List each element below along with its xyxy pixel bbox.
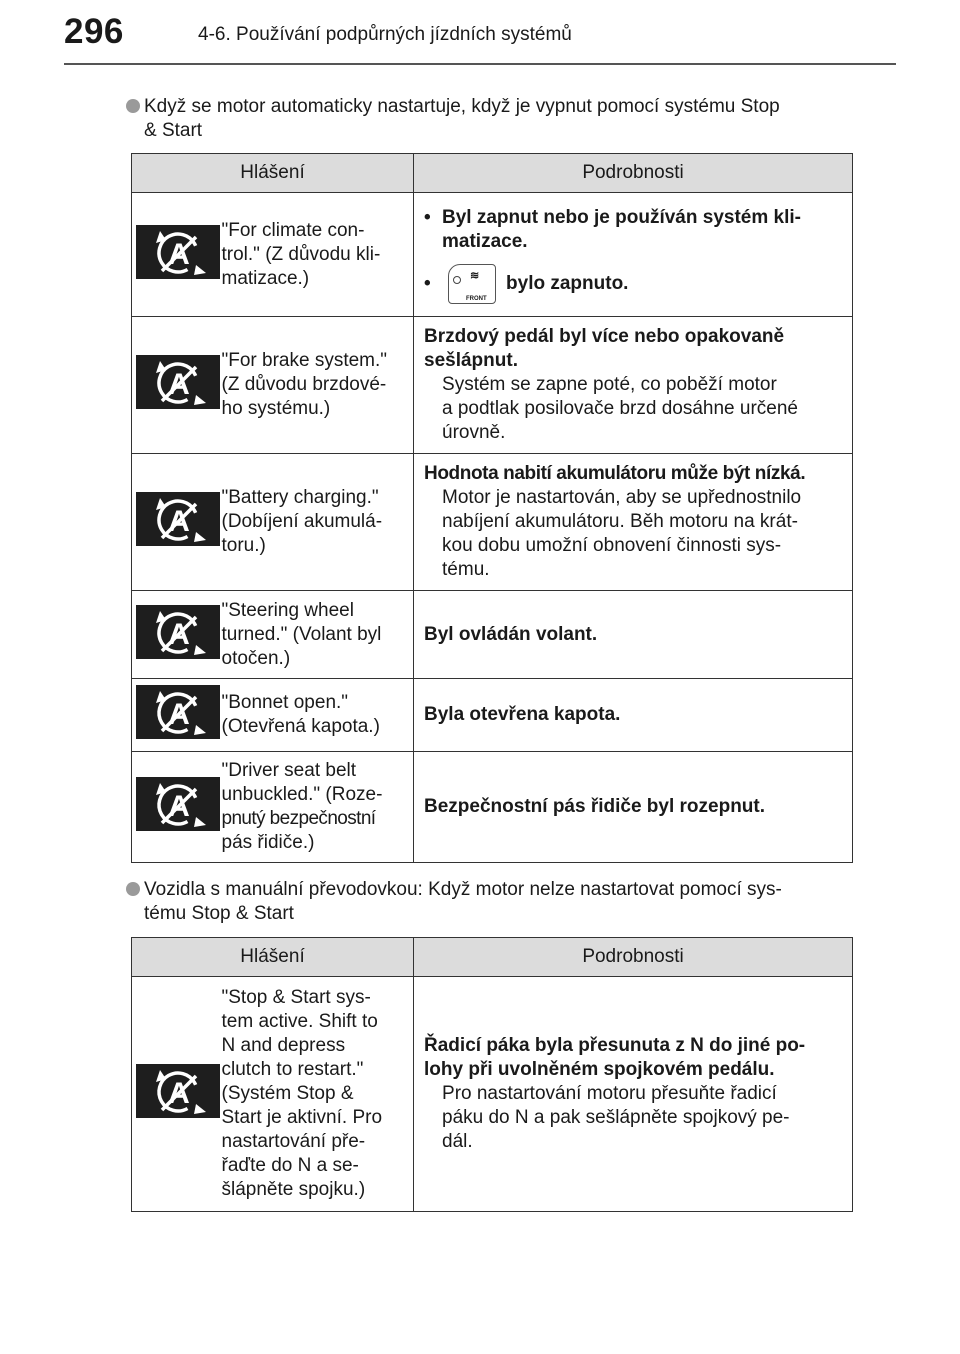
detail-bold-line: Hodnota nabití akumulátoru může být nízká. [424, 463, 806, 484]
details-cell [414, 193, 853, 317]
bullet-text-line: Když se motor automaticky nastartuje, když je vypnut pomocí systému Stop [144, 96, 780, 117]
message-line: otočen.) [221, 647, 291, 669]
detail-bold-line: Bezpečnostní pás řidiče byl rozepnut. [424, 796, 766, 817]
detail-bold-line: matizace. [442, 230, 528, 252]
messages-table-2 [131, 937, 853, 1212]
column-header-details: Podrobnosti [414, 154, 853, 193]
header-divider [64, 63, 896, 65]
detail-bold-line: bylo zapnuto. [506, 272, 629, 294]
stop-start-indicator-icon [136, 777, 220, 831]
message-line: toru.) [221, 535, 266, 556]
table-row [132, 679, 853, 752]
message-line: clutch to restart." [221, 1059, 364, 1080]
detail-text-line: páku do N a pak sešlápněte spojkový pe- [442, 1107, 790, 1128]
page-number: 296 [64, 12, 124, 51]
message-line: šlápněte spojku.) [221, 1179, 366, 1200]
message-line: "Battery charging." [221, 487, 379, 508]
icon-cell [132, 977, 220, 1212]
bullet-dot-icon [126, 882, 140, 896]
details-cell [414, 317, 853, 454]
message-line: "Steering wheel [221, 599, 354, 621]
icon-cell [132, 193, 220, 317]
messages-table-1 [131, 153, 853, 863]
stop-start-indicator-icon [136, 492, 220, 546]
message-cell [220, 752, 414, 863]
icon-cell [132, 679, 220, 752]
icon-cell [132, 752, 220, 863]
message-line: pnutý bezpečnostní [221, 808, 376, 829]
detail-bold-line: Řadicí páka byla přesunuta z N do jiné po- [424, 1035, 806, 1056]
details-cell [414, 977, 853, 1212]
table-row [132, 193, 853, 317]
detail-text-line: kou dobu umožní obnovení činnosti sys- [442, 535, 782, 556]
details-cell [414, 591, 853, 679]
message-line: (Z důvodu brzdové- [221, 374, 387, 395]
message-line: Start je aktivní. Pro [221, 1107, 383, 1128]
detail-bullet: • ≋ FRONT bylo zapnuto. [424, 264, 844, 304]
stop-start-indicator-icon [136, 225, 220, 279]
column-header-message: Hlášení [132, 938, 414, 977]
message-line: "Bonnet open." [221, 692, 349, 713]
front-defroster-switch-icon: ≋ FRONT [448, 264, 496, 304]
message-line: tem active. Shift to [221, 1011, 378, 1032]
message-line: "Driver seat belt [221, 760, 357, 781]
stop-start-indicator-icon [136, 685, 220, 739]
message-line: (Otevřená kapota.) [221, 716, 380, 737]
message-cell [220, 454, 414, 591]
stop-start-indicator-icon [136, 355, 220, 409]
message-line: pás řidiče.) [221, 832, 315, 853]
detail-bold-line: Byl ovládán volant. [424, 623, 598, 645]
detail-text-line: tému. [442, 559, 490, 580]
icon-cell [132, 317, 220, 454]
details-cell [414, 679, 853, 752]
detail-bold-line: lohy při uvolněném spojkovém pedálu. [424, 1059, 775, 1080]
detail-text-line: a podtlak posilovače brzd dosáhne určené [442, 398, 798, 419]
detail-text-line: dál. [442, 1131, 473, 1152]
bullet-dot-icon [126, 99, 140, 113]
message-line: "For climate con- [221, 219, 365, 241]
detail-text-line: Pro nastartování motoru přesuňte řadicí [442, 1083, 777, 1104]
column-header-details: Podrobnosti [414, 938, 853, 977]
stop-start-indicator-icon [136, 605, 220, 659]
message-line: matizace.) [221, 267, 310, 289]
message-cell [220, 679, 414, 752]
bullet-text-line: Vozidla s manuální převodovkou: Když motor nelze nastartovat pomocí sys- [144, 879, 782, 900]
message-line: trol." (Z důvodu kli- [221, 243, 381, 265]
details-cell [414, 752, 853, 863]
table-header-row [132, 154, 853, 193]
stop-start-indicator-icon [136, 1064, 220, 1118]
table-row [132, 977, 853, 1212]
details-cell [414, 454, 853, 591]
detail-text-line: úrovně. [442, 422, 506, 443]
intro-bullet-2 [126, 878, 866, 926]
detail-text-line: nabíjení akumulátoru. Běh motoru na krát- [442, 511, 798, 532]
icon-cell [132, 454, 220, 591]
message-line: ho systému.) [221, 398, 331, 419]
detail-bold-line: Byla otevřena kapota. [424, 704, 621, 725]
column-header-message: Hlášení [132, 154, 414, 193]
message-cell [220, 317, 414, 454]
message-line: unbuckled." (Roze- [221, 784, 383, 805]
detail-text-line: Systém se zapne poté, co poběží motor [442, 374, 777, 395]
message-line: turned." (Volant byl [221, 623, 382, 645]
message-line: "For brake system." [221, 350, 388, 371]
detail-bullet: • Byl zapnut nebo je používán systém kli- [424, 206, 801, 228]
message-line: (Systém Stop & [221, 1083, 354, 1104]
detail-bold-line: Brzdový pedál byl více nebo opakovaně [424, 326, 785, 347]
bullet-text-line: & Start [144, 120, 203, 141]
detail-bold-line: sešlápnut. [424, 350, 518, 371]
bullet-text-line: tému Stop & Start [144, 903, 294, 924]
message-cell [220, 193, 414, 317]
icon-cell [132, 591, 220, 679]
intro-bullet-1 [126, 95, 866, 143]
table-row [132, 454, 853, 591]
detail-bold-line: Byl zapnut nebo je používán systém kli- [442, 206, 801, 228]
message-line: nastartování pře- [221, 1131, 366, 1152]
page-header [0, 0, 960, 80]
message-line: N and depress [221, 1035, 346, 1056]
message-line: (Dobíjení akumulá- [221, 511, 383, 532]
table-row [132, 591, 853, 679]
message-line: "Stop & Start sys- [221, 987, 371, 1008]
table-header-row [132, 938, 853, 977]
message-line: řaďte do N a se- [221, 1155, 359, 1176]
message-cell [220, 977, 414, 1212]
section-title: 4-6. Používání podpůrných jízdních systémů [198, 24, 572, 45]
message-cell [220, 591, 414, 679]
table-row [132, 752, 853, 863]
detail-text-line: Motor je nastartován, aby se upřednostnilo [442, 487, 802, 508]
table-row [132, 317, 853, 454]
switch-label: FRONT [466, 295, 487, 302]
